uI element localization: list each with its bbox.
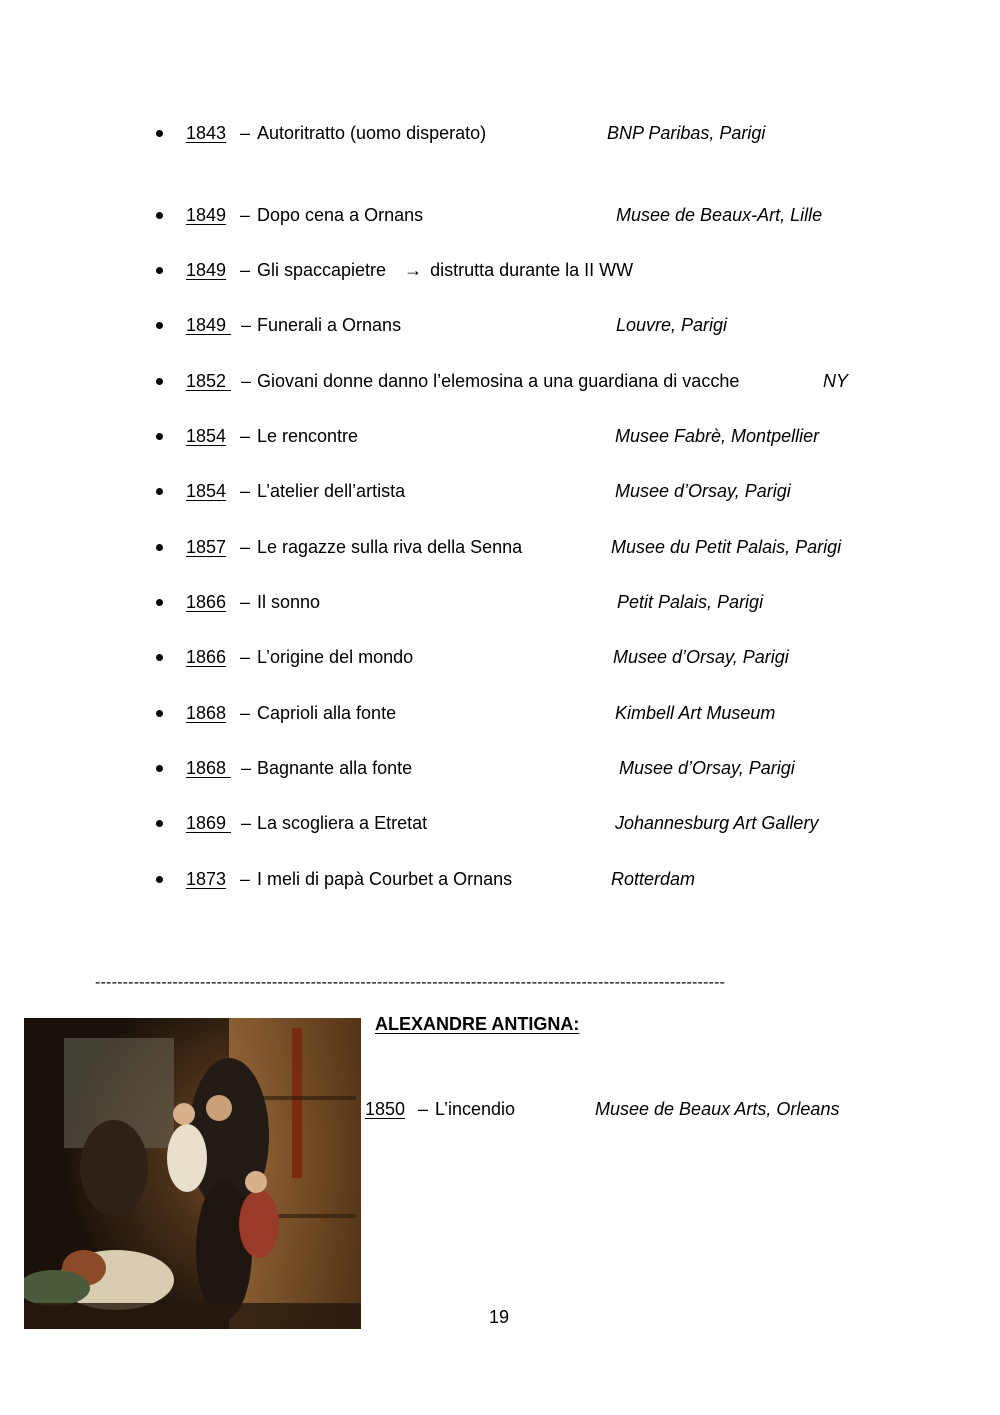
work-title: Bagnante alla fonte bbox=[257, 758, 413, 778]
dash: – bbox=[241, 758, 252, 778]
work-title: Il sonno bbox=[257, 592, 321, 612]
work-title: L’origine del mondo bbox=[257, 647, 414, 667]
section-heading: ALEXANDRE ANTIGNA: bbox=[375, 1014, 580, 1034]
work-location: Musee de Beaux Arts, Orleans bbox=[595, 1099, 840, 1119]
work-year: 1849 bbox=[186, 315, 232, 335]
dash: – bbox=[240, 592, 251, 612]
dash: – bbox=[418, 1099, 429, 1119]
painting-image bbox=[24, 1018, 361, 1329]
work-title: Giovani donne danno l’elemosina a una guardiana di vacche bbox=[257, 371, 740, 391]
page-number: 19 bbox=[489, 1307, 510, 1327]
work-location: Musee d’Orsay, Parigi bbox=[615, 481, 791, 501]
dash: – bbox=[240, 869, 251, 889]
work-location: Musee d’Orsay, Parigi bbox=[613, 647, 789, 667]
list-item bbox=[0, 1096, 1000, 1122]
work-title: La scogliera a Etretat bbox=[257, 813, 428, 833]
work-location: Musee du Petit Palais, Parigi bbox=[611, 537, 842, 557]
list-item bbox=[0, 810, 1000, 836]
work-year: 1868 bbox=[186, 703, 227, 723]
list-item bbox=[0, 644, 1000, 670]
work-year: 1866 bbox=[186, 592, 227, 612]
work-year: 1866 bbox=[186, 647, 227, 667]
work-title: L’atelier dell’artista bbox=[257, 481, 406, 501]
list-item bbox=[0, 312, 1000, 338]
dash: – bbox=[240, 260, 251, 280]
dash: – bbox=[240, 703, 251, 723]
list-item bbox=[0, 257, 1000, 283]
work-year: 1873 bbox=[186, 869, 227, 889]
list-item bbox=[0, 534, 1000, 560]
dash: – bbox=[240, 123, 251, 143]
work-location: NY bbox=[823, 371, 849, 391]
work-location: Musee d’Orsay, Parigi bbox=[619, 758, 795, 778]
list-item bbox=[0, 423, 1000, 449]
work-title: I meli di papà Courbet a Ornans bbox=[257, 869, 513, 889]
work-location: Rotterdam bbox=[611, 869, 696, 889]
work-location: Johannesburg Art Gallery bbox=[615, 813, 819, 833]
list-item bbox=[0, 755, 1000, 781]
work-year: 1869 bbox=[186, 813, 232, 833]
dash: – bbox=[241, 371, 252, 391]
list-item bbox=[0, 478, 1000, 504]
work-title: Dopo cena a Ornans bbox=[257, 205, 424, 225]
work-year: 1854 bbox=[186, 481, 227, 501]
dash: – bbox=[241, 315, 252, 335]
dash: – bbox=[240, 205, 251, 225]
dash: – bbox=[240, 481, 251, 501]
list-item bbox=[0, 120, 1000, 146]
work-location: Kimbell Art Museum bbox=[615, 703, 776, 723]
work-year: 1849 bbox=[186, 205, 227, 225]
list-item bbox=[0, 589, 1000, 615]
list-item bbox=[0, 202, 1000, 228]
work-year: 1868 bbox=[186, 758, 232, 778]
work-location: Musee de Beaux-Art, Lille bbox=[616, 205, 823, 225]
work-location: BNP Paribas, Parigi bbox=[607, 123, 766, 143]
list-item bbox=[0, 866, 1000, 892]
work-note: distrutta durante la II WW bbox=[430, 260, 634, 280]
dash: – bbox=[240, 426, 251, 446]
work-title: Le ragazze sulla riva della Senna bbox=[257, 537, 523, 557]
work-location: Musee Fabrè, Montpellier bbox=[615, 426, 820, 446]
dash: – bbox=[240, 647, 251, 667]
work-year: 1857 bbox=[186, 537, 227, 557]
work-title-text: Gli spaccapietre bbox=[257, 260, 387, 280]
work-year: 1849 bbox=[186, 260, 227, 280]
work-title: L’incendio bbox=[435, 1099, 516, 1119]
work-year: 1854 bbox=[186, 426, 227, 446]
work-location: Petit Palais, Parigi bbox=[617, 592, 764, 612]
work-year: 1852 bbox=[186, 371, 232, 391]
work-year: 1850 bbox=[365, 1099, 406, 1119]
work-title: Funerali a Ornans bbox=[257, 315, 402, 335]
arrow-right-icon: → bbox=[404, 260, 423, 280]
work-title: Autoritratto (uomo disperato) bbox=[257, 123, 487, 143]
work-year: 1843 bbox=[186, 123, 227, 143]
work-location: Louvre, Parigi bbox=[616, 315, 728, 335]
dash: – bbox=[241, 813, 252, 833]
dashed-separator: ------------------------------------------------------------------------------------------------------------------ bbox=[95, 974, 726, 991]
list-item bbox=[0, 368, 1000, 394]
work-title: Caprioli alla fonte bbox=[257, 703, 397, 723]
work-title bbox=[257, 257, 633, 283]
list-item bbox=[0, 700, 1000, 726]
work-title: Le rencontre bbox=[257, 426, 359, 446]
dash: – bbox=[240, 537, 251, 557]
